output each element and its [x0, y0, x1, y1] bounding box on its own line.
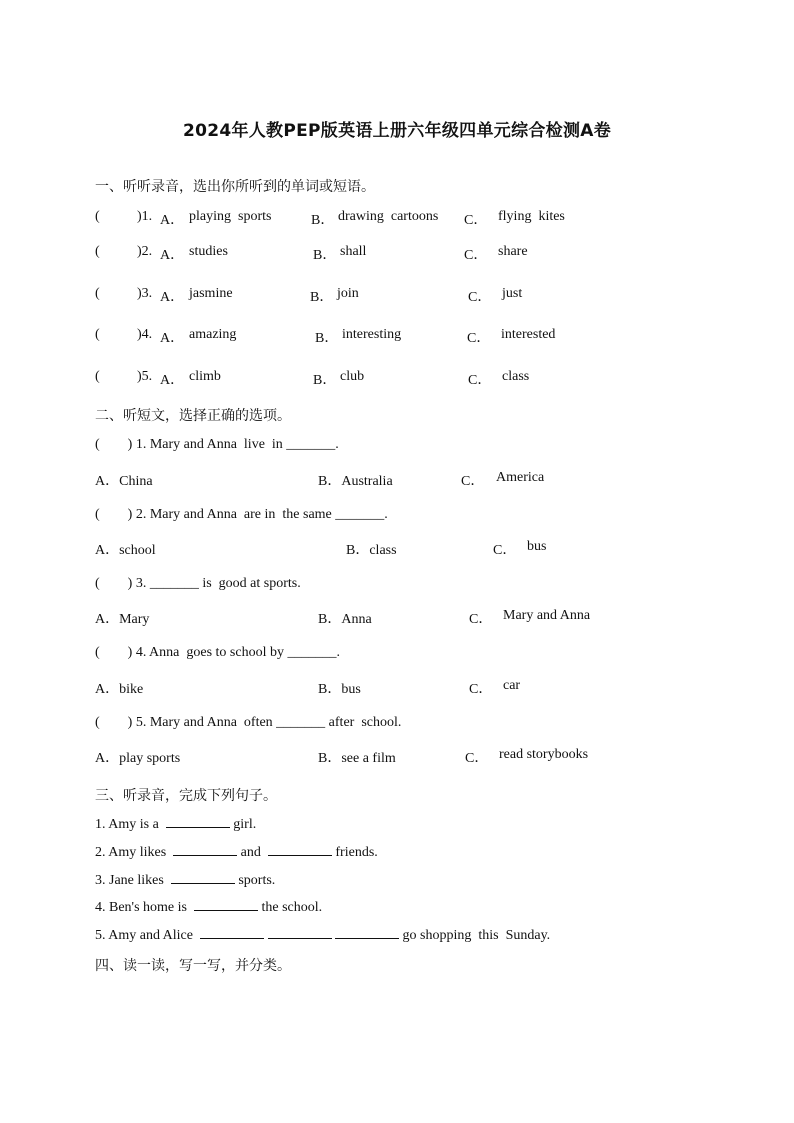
option-b-label: B． [310, 290, 334, 305]
option-b-text: join [337, 286, 359, 301]
option-a-text: playing sports [189, 209, 272, 224]
sentence-text: sports. [234, 873, 276, 888]
sentence-text: friends. [331, 845, 378, 860]
option-a: A．play sports [95, 751, 181, 766]
sentence-text: 2. Amy likes [95, 845, 170, 860]
answer-blank[interactable] [335, 926, 399, 939]
option-c-text: car [503, 678, 521, 693]
sentence-text: go shopping this Sunday. [399, 928, 551, 943]
option-a: A．school [95, 543, 156, 558]
option-b-label: B． [315, 331, 339, 346]
sentence-text: and [237, 845, 265, 860]
option-c-label: C． [465, 751, 489, 766]
option-b: B．Anna [318, 612, 372, 627]
option-a: A．bike [95, 682, 144, 697]
section3-heading: 三、听录音，完成下列句子。 [95, 788, 277, 804]
question-text: ( ) 1. Mary and Anna live in _______. [95, 437, 339, 452]
option-a-text: studies [189, 244, 228, 259]
option-c-label: C． [468, 373, 492, 388]
sentence-text: 3. Jane likes [95, 873, 168, 888]
answer-blank[interactable] [166, 815, 230, 828]
option-c-text: class [502, 369, 530, 384]
option-c-text: America [496, 470, 545, 485]
option-b: B．class [346, 543, 397, 558]
question-number: )4. [137, 327, 153, 342]
option-a-text: jasmine [189, 286, 233, 301]
option-b: B．Australia [318, 474, 393, 489]
sentence-text: 5. Amy and Alice [95, 928, 197, 943]
option-c-label: C． [468, 290, 492, 305]
option-a: A．China [95, 474, 153, 489]
answer-blank[interactable] [268, 843, 332, 856]
sentence-1 [95, 815, 256, 833]
question-text: ( ) 5. Mary and Anna often _______ after school. [95, 715, 402, 730]
sentence-4 [95, 898, 322, 916]
option-c-label: C． [464, 213, 488, 228]
sentence-text: 4. Ben's home is [95, 900, 191, 915]
option-c-text: share [498, 244, 528, 259]
option-b-label: B． [311, 213, 335, 228]
sentence-text: girl. [229, 817, 257, 832]
option-a-label: A． [160, 213, 185, 228]
answer-paren: ( [95, 286, 100, 301]
answer-blank[interactable] [194, 898, 258, 911]
answer-blank[interactable] [171, 871, 235, 884]
option-b-text: drawing cartoons [338, 209, 439, 224]
option-a-label: A． [160, 248, 185, 263]
sentence-2 [95, 843, 378, 861]
option-c-label: C． [467, 331, 491, 346]
option-b-label: B． [313, 248, 337, 263]
question-number: )3. [137, 286, 153, 301]
option-c-label: C． [469, 682, 493, 697]
question-text: ( ) 2. Mary and Anna are in the same _______. [95, 507, 388, 522]
option-a-label: A． [160, 331, 185, 346]
sentence-text: the school. [257, 900, 323, 915]
section2-heading: 二、听短文，选择正确的选项。 [95, 408, 291, 424]
question-text: ( ) 4. Anna goes to school by _______. [95, 645, 340, 660]
sentence-5 [95, 926, 550, 944]
question-number: )2. [137, 244, 153, 259]
option-c-text: read storybooks [499, 747, 589, 762]
option-b: B．see a film [318, 751, 396, 766]
answer-blank[interactable] [268, 926, 332, 939]
answer-paren: ( [95, 244, 100, 259]
option-b-text: club [340, 369, 365, 384]
section1-heading: 一、听听录音，选出你所听到的单词或短语。 [95, 179, 375, 195]
option-c-text: interested [501, 327, 556, 342]
option-a-label: A． [160, 290, 185, 305]
option-a-label: A． [160, 373, 185, 388]
page-title: 2024年人教PEP版英语上册六年级四单元综合检测A卷 [182, 121, 612, 141]
sentence-3 [95, 871, 275, 889]
answer-paren: ( [95, 209, 100, 224]
question-number: )5. [137, 369, 153, 384]
option-c-text: flying kites [498, 209, 565, 224]
option-a-text: amazing [189, 327, 237, 342]
option-b: B．bus [318, 682, 361, 697]
sentence-text: 1. Amy is a [95, 817, 163, 832]
option-c-text: just [502, 286, 523, 301]
option-b-label: B． [313, 373, 337, 388]
option-b-text: shall [340, 244, 367, 259]
option-a: A．Mary [95, 612, 150, 627]
section4-heading: 四、读一读，写一写，并分类。 [95, 958, 291, 974]
question-number: )1. [137, 209, 153, 224]
question-text: ( ) 3. _______ is good at sports. [95, 576, 301, 591]
option-c-label: C． [469, 612, 493, 627]
answer-paren: ( [95, 327, 100, 342]
option-c-label: C． [461, 474, 485, 489]
option-c-text: Mary and Anna [503, 608, 591, 623]
answer-blank[interactable] [200, 926, 264, 939]
answer-paren: ( [95, 369, 100, 384]
option-c-text: bus [527, 539, 547, 554]
option-b-text: interesting [342, 327, 402, 342]
option-a-text: climb [189, 369, 221, 384]
option-c-label: C． [464, 248, 488, 263]
answer-blank[interactable] [173, 843, 237, 856]
option-c-label: C． [493, 543, 517, 558]
